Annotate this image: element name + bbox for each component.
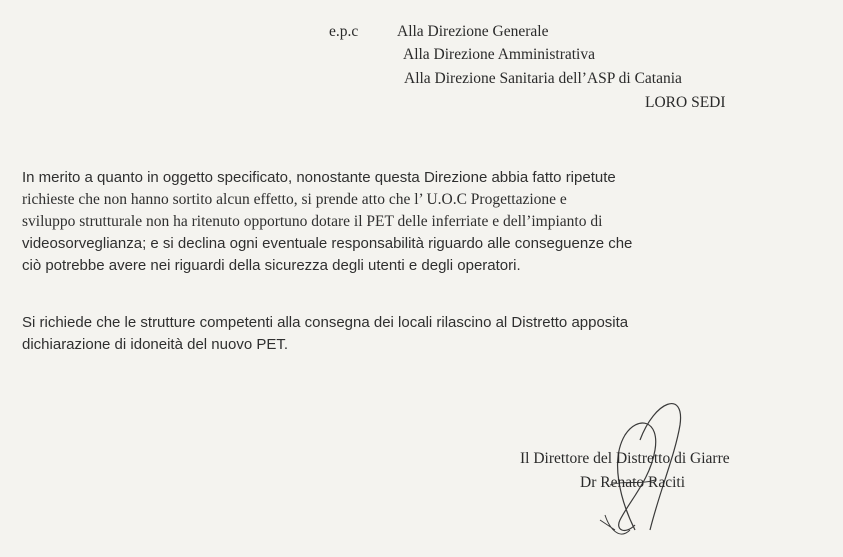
paragraph-2-line: Si richiede che le strutture competenti alla consegna dei locali rilascino al Distretto apposita [22, 314, 629, 331]
paragraph-1-line: sviluppo strutturale non ha ritenuto opportuno dotare il PET delle inferriate e dell’impianto di [22, 213, 603, 230]
epc-label: e.p.c [329, 23, 359, 40]
paragraph-1 [22, 167, 632, 277]
paragraph-1-line: In merito a quanto in oggetto specificato, nonostante questa Direzione abbia fatto ripetute [22, 169, 616, 186]
paragraph-2 [22, 312, 628, 356]
signatory-title: Il Direttore del Distretto di Giarre [520, 450, 730, 467]
addressee-health: Alla Direzione Sanitaria dell’ASP di Catania [404, 70, 682, 87]
paragraph-1-line: richieste che non hanno sortito alcun effetto, si prende atto che l’ U.O.C Progettazione e [22, 191, 567, 208]
paragraph-1-line: ciò potrebbe avere nei riguardi della sicurezza degli utenti e degli operatori. [22, 257, 521, 274]
signatory-name: Dr Renato Raciti [580, 474, 686, 491]
addressee-general: Alla Direzione Generale [397, 23, 549, 40]
paragraph-1-line: videosorveglianza; e si declina ogni eventuale responsabilità riguardo alle conseguenze che [22, 235, 633, 252]
addressee-loro-sedi: LORO SEDI [645, 94, 726, 111]
addressee-administrative: Alla Direzione Amministrativa [403, 46, 595, 63]
paragraph-2-line: dichiarazione di idoneità del nuovo PET. [22, 336, 289, 353]
